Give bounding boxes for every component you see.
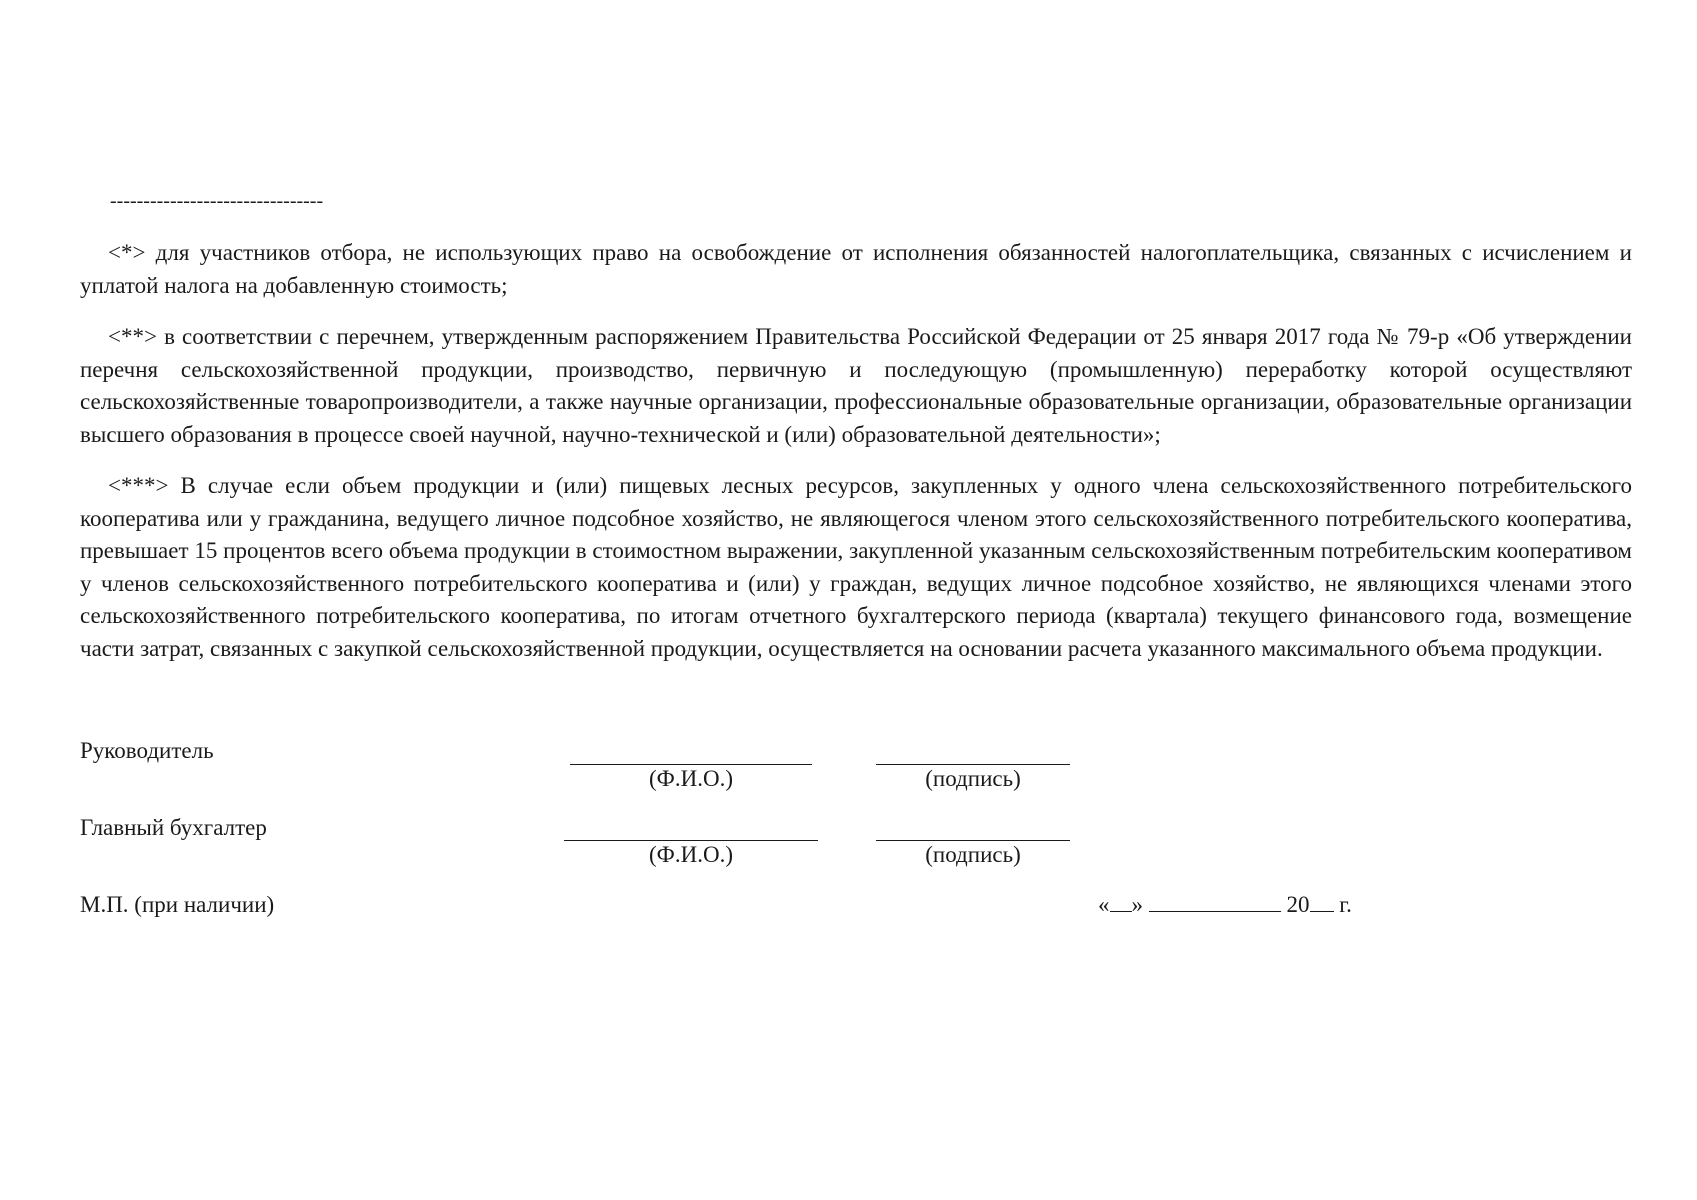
year-prefix: 20 (1286, 892, 1310, 917)
director-signature-line[interactable] (876, 764, 1070, 765)
accountant-label: Главный бухгалтер (80, 815, 267, 840)
director-name-caption: (Ф.И.О.) (649, 766, 733, 791)
date-open-quote: « (1098, 892, 1110, 917)
year-blank[interactable] (1310, 893, 1334, 912)
stamp-label: М.П. (при наличии) (80, 892, 275, 917)
year-suffix: г. (1339, 892, 1352, 917)
director-signature-caption: (подпись) (925, 766, 1021, 791)
footnote-1: <*> для участников отбора, не использующих право на освобождение от исполнения обязанностей налогоплательщика, связанных с исчислением и уплатой налога на добавленную стоимость; (80, 240, 1632, 298)
day-blank[interactable] (1110, 893, 1132, 912)
accountant-name-line[interactable] (564, 840, 818, 841)
footnote-2: <**> в соответствии с перечнем, утвержденным распоряжением Правительства Российской Федерации от 25 января 2017 года № 79-р «Об утверждении перечня сельскохозяйственной продукции, производство, первичную и последующую (промышленную) переработку которой осуществляют сельскохозяйственные товаропроизводители, а также научные организации, профессиональные образовательные организации, образовательные организации высшего образования в процессе своей научной, научно-технической и (или) образовательной деятельности»; (80, 324, 1632, 447)
accountant-signature-line[interactable] (876, 840, 1070, 841)
date-field (1098, 892, 1352, 918)
director-label: Руководитель (80, 738, 214, 763)
date-close-quote: » (1131, 892, 1143, 917)
accountant-name-caption: (Ф.И.О.) (649, 842, 733, 867)
director-name-line[interactable] (570, 764, 812, 765)
footnote-3: <***> В случае если объем продукции и (или) пищевых лесных ресурсов, закупленных у одного члена сельскохозяйственного потребительского кооператива или у гражданина, ведущего личное подсобное хозяйство, не являющегося членом этого сельскохозяйственного потребительского кооператива, превышает 15 процентов всего объема продукции в стоимостном выражении, закупленной указанным сельскохозяйственным потребительским кооперативом у членов сельскохозяйственного потребительского кооператива и (или) у граждан, ведущих личное подсобное хозяйство, не являющихся членами этого сельскохозяйственного потребительского кооператива, по итогам отчетного бухгалтерского периода (квартала) текущего финансового года, возмещение части затрат, связанных с закупкой сельскохозяйственной продукции, осуществляется на основании расчета указанного максимального объема продукции. (80, 473, 1632, 661)
accountant-signature-caption: (подпись) (925, 842, 1021, 867)
month-blank[interactable] (1149, 893, 1281, 912)
footnote-separator: -------------------------------- (110, 190, 324, 212)
